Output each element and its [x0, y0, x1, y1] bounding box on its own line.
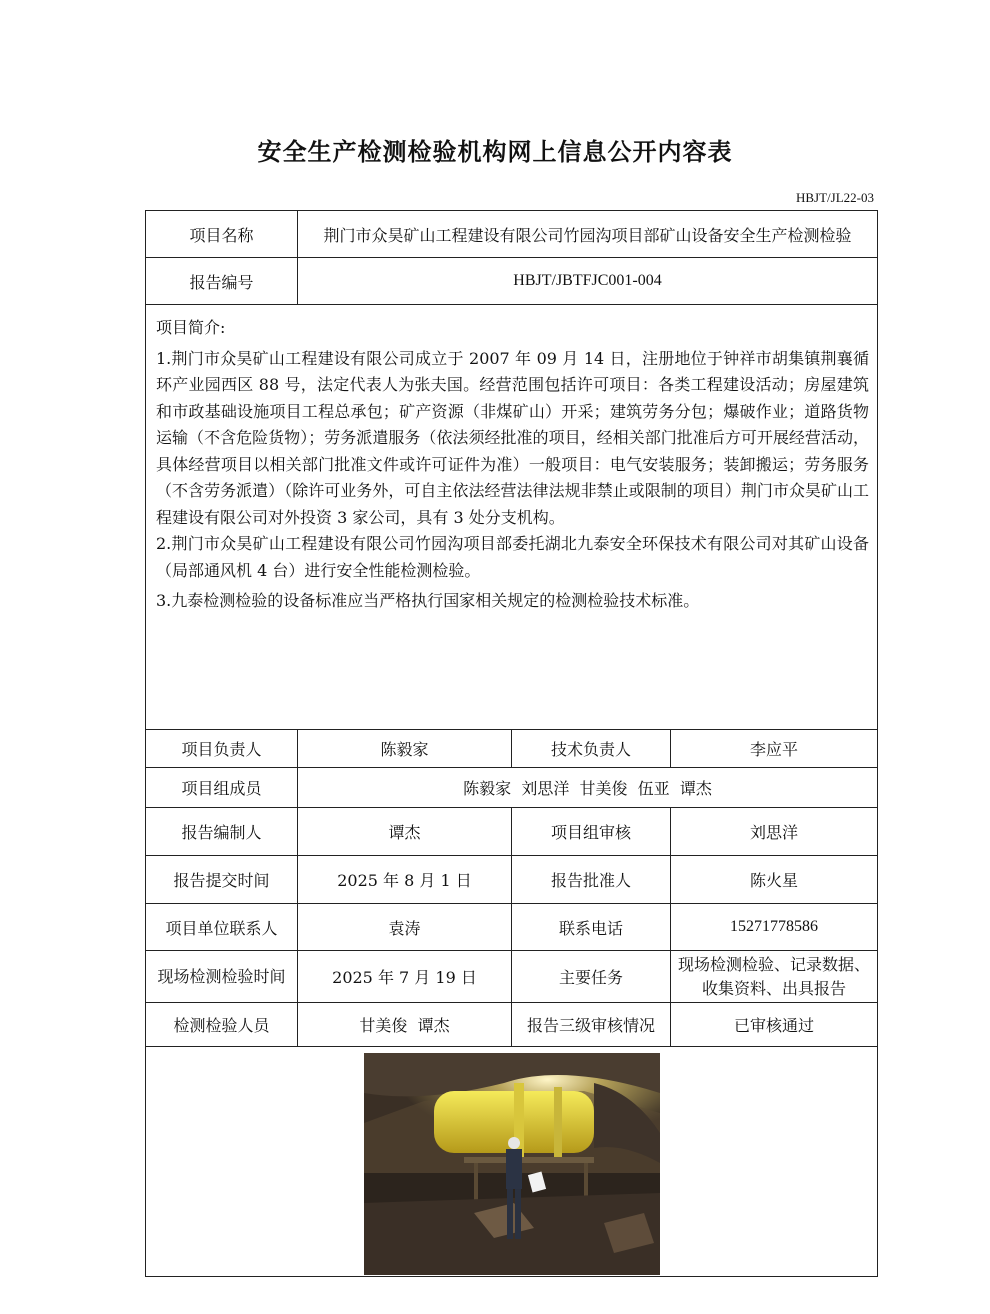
- intro-paragraph-1: 1.荆门市众昊矿山工程建设有限公司成立于 2007 年 09 月 14 日，注册地位于钟祥市胡集镇荆襄循环产业园西区 88 号，法定代表人为张夫国。经营范围包括许可项目：各类工程建设活动；房屋建筑和市政基础设施项目工程总承包；矿产资源（非煤矿山）开采；建筑劳务分包；爆破作业；道路货物运输（不含危险货物）；劳务派遣服务（依法须经批准的项目，经相关部门批准后方可开展经营活动，具体经营项目以相关部门批准文件或许可证件为准）一般项目：电气安装服务；装卸搬运；劳务服务（不含劳务派遣）（除许可业务外，可自主依法经营法律法规非禁止或限制的项目）荆门市众昊矿山工程建设有限公司对外投资 3 家公司，具有 3 处分支机构。: [156, 348, 870, 527]
- form-code: HBJT/JL22-03: [796, 190, 874, 205]
- review-value: 已审核通过: [671, 1003, 878, 1047]
- inspectors-label: 检测检验人员: [146, 1003, 298, 1047]
- intro-paragraph-3: 3.九泰检测检验的设备标准应当严格执行国家相关规定的检测检验技术标准。: [156, 591, 700, 610]
- leader-label: 项目负责人: [146, 730, 298, 768]
- project-name-value: 荆门市众昊矿山工程建设有限公司竹园沟项目部矿山设备安全生产检测检验: [298, 211, 878, 258]
- site-time-value: 2025 年 7 月 19 日: [298, 951, 512, 1003]
- intro-paragraph-2: 2.荆门市众昊矿山工程建设有限公司竹园沟项目部委托湖北九泰安全环保技术有限公司对其矿山设备（局部通风机 4 台）进行安全性能检测检验。: [156, 534, 870, 580]
- members-value: 陈毅家 刘思洋 甘美俊 伍亚 谭杰: [298, 768, 878, 808]
- intro-label: 项目简介:: [156, 318, 226, 337]
- editor-label: 报告编制人: [146, 808, 298, 856]
- site-time-label: 现场检测检验时间: [146, 951, 298, 1003]
- task-label: 主要任务: [512, 951, 671, 1003]
- approver-value: 陈火星: [671, 856, 878, 904]
- project-name-label: 项目名称: [146, 211, 298, 258]
- members-label: 项目组成员: [146, 768, 298, 808]
- info-table: [145, 210, 878, 1277]
- submit-value: 2025 年 8 月 1 日: [298, 856, 512, 904]
- project-intro: [146, 305, 878, 730]
- report-no-label: 报告编号: [146, 258, 298, 305]
- review-label: 报告三级审核情况: [512, 1003, 671, 1047]
- inspectors-value: 甘美俊 谭杰: [298, 1003, 512, 1047]
- approver-label: 报告批准人: [512, 856, 671, 904]
- page-title: 安全生产检测检验机构网上信息公开内容表: [257, 138, 733, 166]
- contact-label: 项目单位联系人: [146, 904, 298, 951]
- tech-value: 李应平: [671, 730, 878, 768]
- editor-value: 谭杰: [298, 808, 512, 856]
- task-value: 现场检测检验、记录数据、收集资料、出具报告: [671, 951, 878, 1003]
- submit-label: 报告提交时间: [146, 856, 298, 904]
- phone-value: 15271778586: [671, 904, 878, 951]
- reviewer-value: 刘思洋: [671, 808, 878, 856]
- leader-value: 陈毅家: [298, 730, 512, 768]
- phone-label: 联系电话: [512, 904, 671, 951]
- reviewer-label: 项目组审核: [512, 808, 671, 856]
- tech-label: 技术负责人: [512, 730, 671, 768]
- contact-value: 袁涛: [298, 904, 512, 951]
- site-photo: [364, 1053, 660, 1275]
- photo-cell: [146, 1047, 878, 1277]
- report-no-value: HBJT/JBTFJC001-004: [298, 258, 878, 305]
